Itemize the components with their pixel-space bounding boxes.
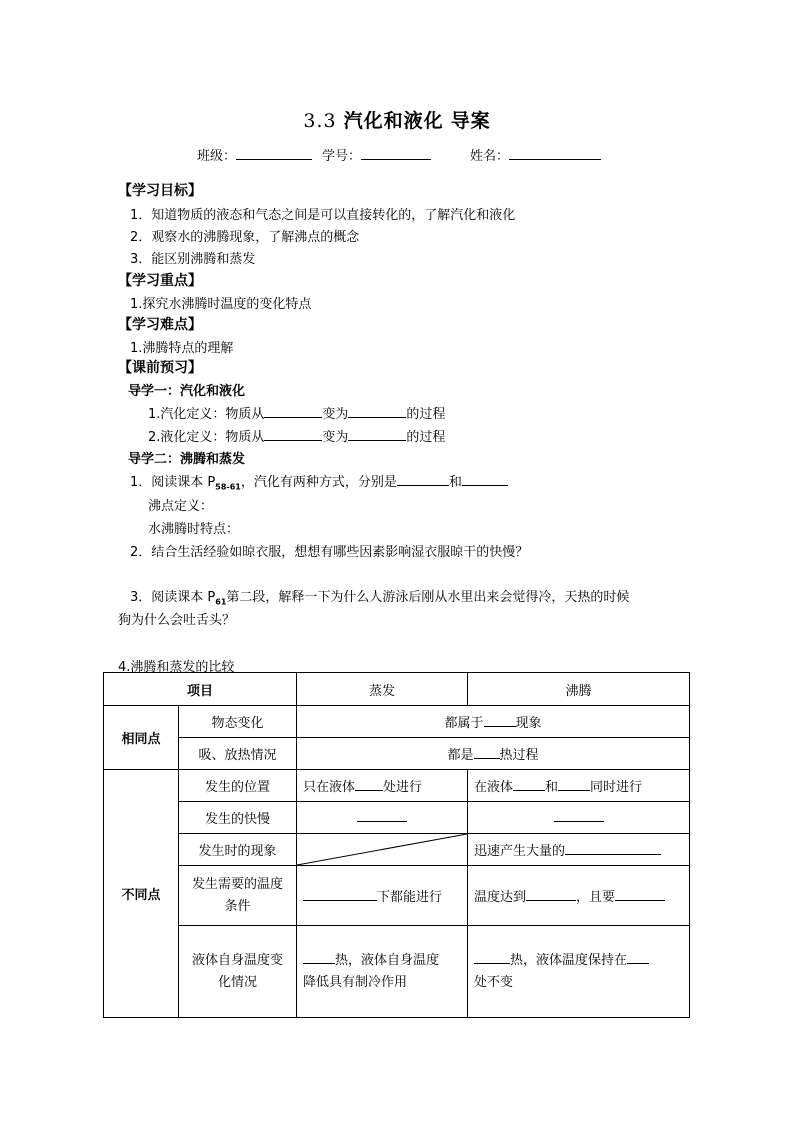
answer-blank[interactable]: [526, 889, 576, 901]
objective-item: 2．观察水的沸腾现象，了解沸点的概念: [130, 230, 360, 245]
title-suffix: 导案: [450, 110, 491, 132]
page-subscript: 58-61: [215, 482, 241, 492]
answer-blank[interactable]: [474, 952, 510, 964]
cell-text: 降低具有制冷作用: [303, 974, 408, 990]
evap-self-temp-cell: [297, 926, 468, 1018]
title-number: 3.3: [303, 110, 337, 132]
row-label: [179, 866, 297, 926]
boil-location-cell: [468, 770, 690, 802]
q-text: 变为: [322, 430, 349, 445]
cell-text: 都属于: [444, 716, 484, 731]
guide2-q4: 4.沸腾和蒸发的比较: [118, 660, 235, 675]
table-row: [104, 770, 690, 802]
evap-phenomenon-cell: [297, 834, 468, 866]
class-field: [197, 145, 312, 164]
objectives-header: 【学习目标】: [118, 183, 202, 199]
answer-blank[interactable]: [554, 810, 604, 822]
table-row: [104, 673, 690, 706]
cell-text: 热过程: [499, 748, 539, 763]
evap-temperature-cell: [297, 866, 468, 926]
cell-text: 同时进行: [590, 780, 643, 795]
student-id-label: 学号：: [322, 149, 362, 164]
cell-text: 在液体: [474, 780, 514, 795]
table-row: [104, 866, 690, 926]
class-blank[interactable]: [236, 147, 312, 160]
table-row: [104, 802, 690, 834]
guide2-q2: 2．结合生活经验如晾衣服，想想有哪些因素影响湿衣服晾干的快慢？: [130, 545, 529, 560]
answer-blank[interactable]: [615, 889, 665, 901]
page-subscript: 61: [215, 597, 227, 607]
objective-item: 1．知道物质的液态和气态之间是可以直接转化的，了解汽化和液化: [130, 208, 516, 223]
name-blank[interactable]: [509, 147, 601, 160]
page-title: [0, 106, 794, 133]
answer-blank[interactable]: [348, 429, 406, 441]
class-label: 班级：: [197, 149, 237, 164]
cell-text: ，且要: [576, 890, 616, 905]
q-text: 的过程: [406, 407, 446, 422]
answer-blank[interactable]: [264, 429, 322, 441]
guide2-q1: [130, 471, 508, 492]
guide2-q3: [130, 586, 629, 607]
cell-text: 液体自身温度变: [191, 952, 283, 968]
answer-blank[interactable]: [484, 715, 516, 727]
different-points-label: 不同点: [104, 770, 179, 1018]
table-row: [104, 926, 690, 1018]
evap-speed-cell: [297, 802, 468, 834]
q-text: 和: [448, 475, 462, 490]
cell-text: 发生需要的温度: [191, 876, 283, 892]
objective-item: 3．能区别沸腾和蒸发: [130, 252, 256, 267]
answer-blank[interactable]: [357, 810, 407, 822]
q-text: 的过程: [406, 430, 446, 445]
cell-text: 迅速产生大量的: [474, 844, 566, 859]
vaporization-definition: [148, 403, 445, 422]
answer-blank[interactable]: [303, 889, 377, 901]
boil-self-temp-cell: [468, 926, 690, 1018]
key-points-header: 【学习重点】: [118, 273, 202, 289]
cell-text: 下都能进行: [377, 890, 443, 905]
cell-text: 热，液体自身温度: [335, 952, 440, 968]
cell-text: 处进行: [383, 780, 423, 795]
title-main: 汽化和液化: [343, 110, 444, 132]
table-row: [104, 738, 690, 770]
diagonal-line: [297, 834, 467, 865]
cell-text: 条件: [224, 898, 251, 914]
boiling-point-definition: 沸点定义：: [148, 499, 214, 514]
liquefaction-definition: [148, 426, 445, 445]
cell-text: 化情况: [217, 974, 257, 990]
boil-phenomenon-cell: [468, 834, 690, 866]
difficulty-item: 1.沸腾特点的理解: [130, 341, 234, 356]
q-text: 变为: [322, 407, 349, 422]
answer-blank[interactable]: [558, 779, 590, 791]
answer-blank[interactable]: [397, 474, 449, 486]
heat-cell: [297, 738, 690, 770]
row-label: 物态变化: [179, 706, 297, 738]
evap-location-cell: [297, 770, 468, 802]
water-boiling-features: 水沸腾时特点：: [148, 522, 240, 537]
row-label: [179, 926, 297, 1018]
cell-text: 都是: [447, 748, 474, 763]
q-text: 1.汽化定义：物质从: [148, 407, 265, 422]
comparison-table: [103, 672, 690, 1018]
guide1-title: 导学一：汽化和液化: [128, 384, 246, 399]
answer-blank[interactable]: [355, 779, 383, 791]
q-text: 1．阅读课本 P: [130, 475, 216, 490]
q-text: 2.液化定义：物质从: [148, 430, 265, 445]
answer-blank[interactable]: [264, 406, 322, 418]
name-label: 姓名：: [470, 149, 510, 164]
student-id-blank[interactable]: [361, 147, 431, 160]
cell-text: 温度达到: [474, 890, 527, 905]
answer-blank[interactable]: [462, 474, 508, 486]
cell-text: 现象: [515, 716, 542, 731]
header-item: 项目: [104, 673, 297, 706]
guide2-q3-cont: 狗为什么会吐舌头？: [118, 613, 236, 628]
same-points-label: 相同点: [104, 706, 179, 770]
student-id-field: [322, 145, 431, 164]
preview-header: 【课前预习】: [118, 360, 202, 376]
q-text: 3．阅读课本 P: [130, 590, 216, 605]
q-text: ，汽化有两种方式，分别是: [240, 475, 397, 490]
cell-text: 和: [545, 780, 559, 795]
answer-blank[interactable]: [474, 747, 500, 759]
table-row: [104, 706, 690, 738]
guide2-title: 导学二：沸腾和蒸发: [128, 452, 246, 467]
difficulties-header: 【学习难点】: [118, 317, 202, 333]
cell-text: 只在液体: [303, 780, 356, 795]
row-label: 发生的快慢: [179, 802, 297, 834]
cell-text: 处不变: [474, 974, 514, 990]
row-label: 发生时的现象: [179, 834, 297, 866]
name-field: [470, 145, 601, 164]
header-evaporation: 蒸发: [297, 673, 468, 706]
answer-blank[interactable]: [303, 952, 335, 964]
state-change-cell: [297, 706, 690, 738]
cell-text: 热，液体温度保持在: [510, 952, 628, 968]
key-point-item: 1.探究水沸腾时温度的变化特点: [130, 297, 312, 312]
boil-temperature-cell: [468, 866, 690, 926]
answer-blank[interactable]: [565, 843, 661, 855]
answer-blank[interactable]: [348, 406, 406, 418]
q-text: 第二段，解释一下为什么人游泳后刚从水里出来会觉得冷，天热的时候: [226, 590, 630, 605]
header-boiling: 沸腾: [468, 673, 690, 706]
answer-blank[interactable]: [627, 952, 649, 964]
table-row: [104, 834, 690, 866]
answer-blank[interactable]: [513, 779, 545, 791]
row-label: 吸、放热情况: [179, 738, 297, 770]
row-label: 发生的位置: [179, 770, 297, 802]
boil-speed-cell: [468, 802, 690, 834]
